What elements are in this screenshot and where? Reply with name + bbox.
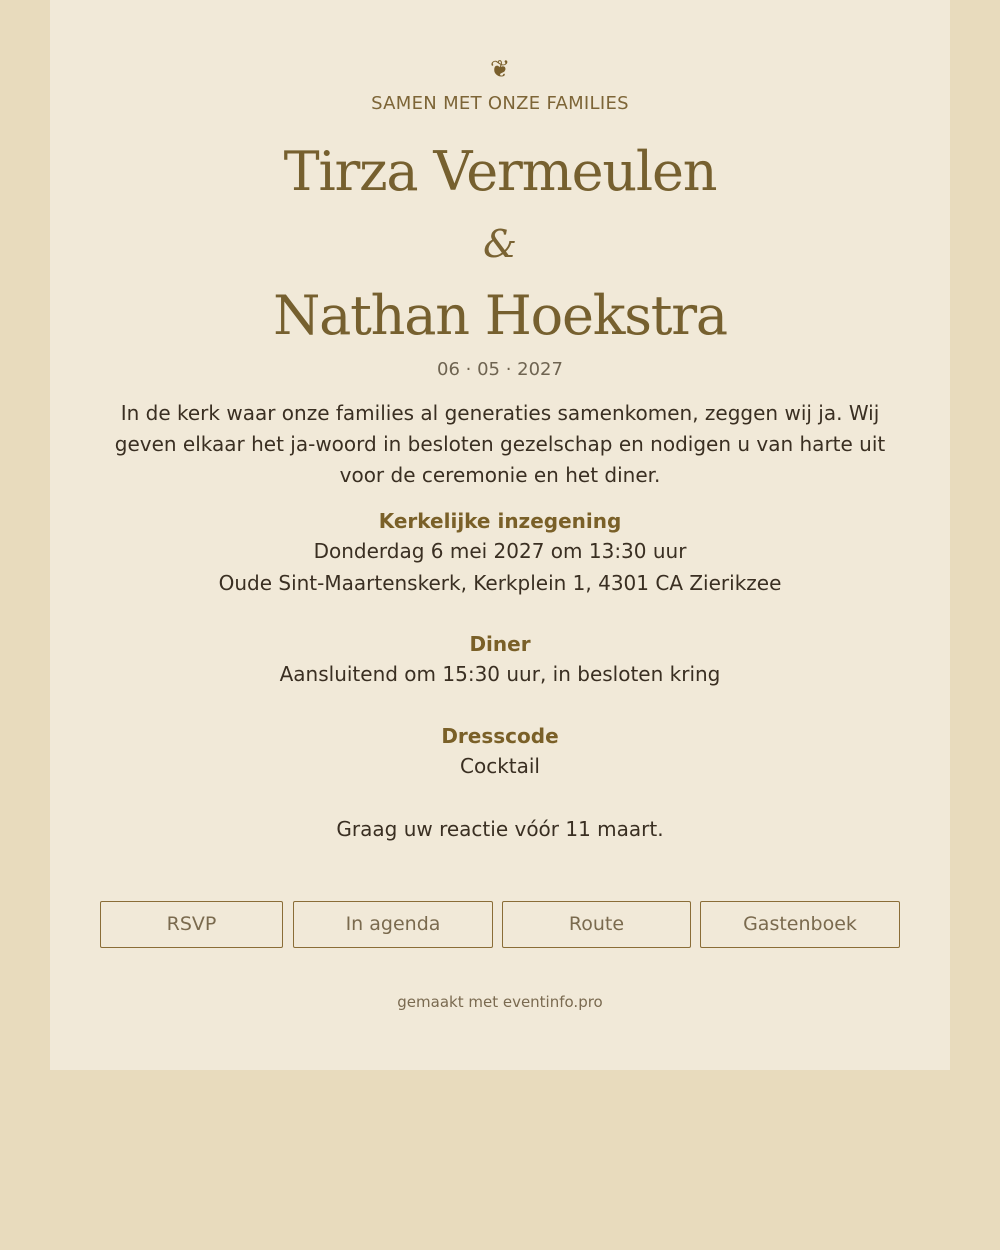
- invitation-card: [50, 0, 950, 1070]
- wedding-date: 06 · 05 · 2027: [437, 359, 563, 380]
- invitation-eyebrow: SAMEN MET ONZE FAMILIES: [371, 93, 629, 114]
- dinner-title: Diner: [469, 632, 531, 656]
- dinner-section: [50, 630, 950, 690]
- dinner-text: Aansluitend om 15:30 uur, in besloten kring: [279, 662, 721, 686]
- ceremony-title: Kerkelijke inzegening: [378, 509, 622, 533]
- ceremony-section: [50, 507, 950, 599]
- footer-credit-link[interactable]: gemaakt met eventinfo.pro: [397, 993, 603, 1011]
- floral-heart-icon: ❦: [489, 55, 511, 83]
- route-button[interactable]: Route: [502, 901, 691, 948]
- add-to-calendar-button[interactable]: In agenda: [293, 901, 493, 948]
- dresscode-title: Dresscode: [441, 724, 559, 748]
- intro-text: In de kerk waar onze families al generaties samenkomen, zeggen wij ja. Wij geven elkaar het ja-woord in besloten gezelschap en nodigen u van harte uit voor de ceremonie en het diner.: [114, 401, 886, 487]
- rsvp-deadline-note: Graag uw reactie vóór 11 maart.: [336, 817, 664, 841]
- ceremony-location: Oude Sint-Maartenskerk, Kerkplein 1, 4301 CA Zierikzee: [218, 571, 782, 595]
- dresscode-text: Cocktail: [460, 754, 540, 778]
- guestbook-button[interactable]: Gastenboek: [700, 901, 900, 948]
- dresscode-section: [50, 722, 950, 782]
- ampersand: &: [483, 222, 517, 266]
- ceremony-time: Donderdag 6 mei 2027 om 13:30 uur: [313, 539, 687, 563]
- partner-one-name: Tirza Vermeulen: [283, 140, 717, 203]
- partner-two-name: Nathan Hoekstra: [273, 284, 727, 347]
- rsvp-button[interactable]: RSVP: [100, 901, 283, 948]
